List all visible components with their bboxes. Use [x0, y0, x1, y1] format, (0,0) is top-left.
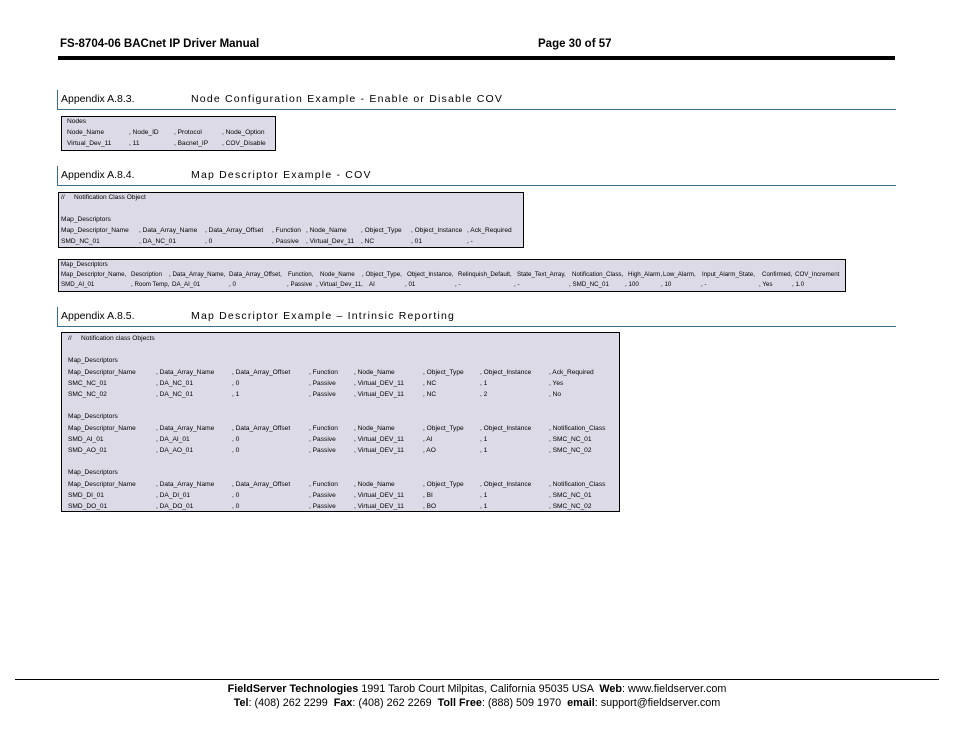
- footer-line-1: FieldServer Technologies 1991 Tarob Court Milpitas, California 95035 USA Web: www.fieldserver.com: [227, 683, 727, 695]
- footer-email-label: email: [567, 697, 595, 709]
- code-header-cell: , Notification_Class: [549, 424, 606, 432]
- code-header-cell: , Ack_Required: [467, 227, 512, 234]
- code-cell: , Virtual_DEV_11: [354, 391, 404, 398]
- code-header-cell: Map_Descriptor_Name: [68, 480, 136, 488]
- code-header-cell: Node_Name: [320, 271, 355, 278]
- section-number: Appendix A.8.3.: [61, 93, 135, 105]
- code-cell: , SMC_NC_01: [549, 491, 592, 499]
- code-cell: , Yes: [549, 379, 564, 387]
- code-cell: , 1: [480, 491, 488, 499]
- code-cell: , No: [549, 391, 562, 398]
- code-header-cell: , Data_Array_Name: [156, 424, 215, 432]
- code-header-cell: , Object_Type: [423, 368, 464, 376]
- code-header-cell: , Protocol: [174, 129, 202, 136]
- code-cell: , 2: [480, 391, 488, 398]
- code-cell: SMD_AO_01: [68, 447, 107, 454]
- code-header-cell: , Node_Name: [354, 424, 395, 432]
- code-cell: , Virtual_DEV_11: [354, 447, 404, 454]
- section-number: Appendix A.8.4.: [61, 169, 135, 181]
- code-header-cell: , Node_Name: [354, 368, 395, 376]
- code-cell: , 0: [232, 435, 240, 443]
- code-cell: SMD_AI_01: [61, 281, 95, 288]
- code-cell: , 1: [480, 503, 488, 510]
- code-header-cell: , Object_Type: [423, 424, 464, 432]
- code-header-cell: , Notification_Class: [549, 480, 606, 488]
- code-header-cell: Function,: [288, 271, 314, 278]
- code-cell: , 1: [480, 379, 488, 387]
- section-number: Appendix A.8.5.: [61, 310, 135, 322]
- code-cell: , Virtual_DEV_11: [354, 503, 404, 510]
- code-cell: , BI: [423, 491, 433, 499]
- code-header-cell: High_Alarm,: [628, 271, 663, 278]
- code-cell: , -: [514, 281, 520, 288]
- code-header-cell: Map_Descriptor_Name: [68, 368, 136, 376]
- code-cell: AI: [369, 281, 375, 288]
- code-cell: , 1: [232, 391, 240, 398]
- header-divider: [58, 56, 895, 60]
- code-header-cell: , Node_Option: [222, 129, 265, 136]
- code-block-title: Map_Descriptors: [61, 216, 111, 223]
- code-cell: , AI: [423, 435, 433, 443]
- footer-email-link[interactable]: support@fieldserver.com: [600, 697, 721, 709]
- code-comment-marker: //: [61, 194, 65, 201]
- code-cell: , SMC_NC_02: [549, 503, 592, 510]
- code-cell: , DA_NC_01: [156, 379, 194, 387]
- code-cell: , 0: [232, 447, 240, 454]
- section-title: Map Descriptor Example - COV: [191, 169, 372, 181]
- code-cell: , 0: [232, 503, 240, 510]
- document-title: FS-8704-06 BACnet IP Driver Manual: [60, 38, 260, 50]
- code-cell: , Virtual_DEV_11: [354, 491, 404, 499]
- code-cell: , 01: [405, 281, 416, 288]
- code-cell: , NC: [361, 238, 375, 245]
- code-header-cell: Map_Descriptor_Name,: [61, 271, 127, 278]
- code-header-cell: COV_Increment: [795, 271, 840, 278]
- code-header-cell: , Data_Array_Offset: [232, 368, 291, 376]
- section-heading-a83: [57, 90, 896, 110]
- code-header-cell: , Object_Type: [361, 227, 402, 234]
- cov-analog-input-code-box: [58, 259, 846, 292]
- code-header-cell: , Data_Array_Name: [139, 227, 198, 234]
- code-header-cell: , Function: [309, 424, 338, 432]
- code-cell: , Passive: [309, 503, 336, 510]
- code-cell: , Virtual_DEV_11: [354, 435, 404, 443]
- code-cell: , 0: [229, 281, 236, 288]
- code-cell: SMD_DO_01: [68, 503, 108, 510]
- code-header-cell: , Function: [272, 227, 301, 234]
- code-cell: , DA_AO_01: [156, 447, 194, 454]
- code-cell: , 100: [625, 281, 639, 288]
- code-header-cell: , Function: [309, 480, 338, 488]
- code-comment-marker: //: [68, 335, 72, 342]
- section-heading-a84: [57, 166, 896, 186]
- code-cell: SMC_NC_01: [68, 379, 107, 387]
- code-cell: Virtual_Dev_11: [67, 140, 112, 147]
- code-header-cell: Map_Descriptor_Name: [61, 227, 129, 234]
- page-number: Page 30 of 57: [538, 38, 612, 50]
- code-block-title: Map_Descriptors: [68, 357, 118, 365]
- code-cell: , DA_AI_01: [156, 435, 190, 443]
- section-title: Node Configuration Example - Enable or Disable COV: [191, 93, 504, 105]
- code-cell: , DA_DO_01: [156, 503, 194, 510]
- code-header-cell: , Ack_Required: [549, 368, 594, 376]
- code-cell: , Yes: [759, 281, 773, 288]
- code-header-cell: Data_Array_Offset,: [229, 271, 282, 278]
- footer-tollfree: (888) 509 1970: [487, 697, 562, 709]
- code-cell: , BO: [423, 503, 437, 510]
- code-block-title: Map_Descriptors: [61, 261, 108, 268]
- page-header: [60, 38, 895, 54]
- code-cell: SMD_NC_01: [61, 238, 100, 245]
- code-cell: , -: [467, 238, 473, 245]
- footer-fax-label: Fax: [333, 697, 353, 709]
- code-header-cell: , Data_Array_Offset: [205, 227, 264, 234]
- code-cell: , Passive: [309, 435, 336, 443]
- footer-web-link[interactable]: www.fieldserver.com: [627, 683, 727, 695]
- code-cell: , COV_Disable: [222, 140, 266, 147]
- code-header-cell: , Object_Instance: [480, 368, 532, 376]
- code-header-cell: , Object_Type: [423, 480, 464, 488]
- footer-address: 1991 Tarob Court Milpitas, California 95035 USA: [361, 683, 594, 695]
- code-comment: Notification Class Object: [74, 194, 146, 201]
- code-header-cell: Notification_Class,: [572, 271, 624, 278]
- code-header-cell: , Node_Name: [354, 480, 395, 488]
- code-cell: , SMC_NC_01: [549, 435, 592, 443]
- code-cell: , 01: [411, 238, 422, 245]
- code-header-cell: , Function: [309, 368, 338, 376]
- code-header-cell: , Data_Array_Offset: [232, 424, 291, 432]
- footer-tel: (408) 262 2299: [254, 697, 328, 709]
- code-cell: , 1: [480, 447, 488, 454]
- code-cell: , Virtual_Dev_11,: [316, 281, 363, 288]
- code-header-cell: Node_Name: [67, 129, 105, 136]
- code-cell: , 0: [232, 379, 240, 387]
- code-cell: , Bacnet_IP: [174, 140, 209, 147]
- code-cell: , 11: [129, 140, 140, 147]
- footer-tollfree-label: Toll Free: [437, 697, 482, 709]
- code-cell: , DA_NC_01: [156, 391, 194, 398]
- code-cell: , DA_DI_01: [156, 491, 191, 499]
- code-cell: , Passive: [309, 447, 336, 454]
- section-title: Map Descriptor Example – Intrinsic Reporting: [191, 310, 456, 322]
- code-header-cell: , Data_Array_Offset: [232, 480, 291, 488]
- code-header-cell: Relinquish_Default,: [458, 271, 512, 278]
- footer-line-2: Tel: (408) 262 2299 Fax: (408) 262 2269 Toll Free: (888) 509 1970 email: support@fieldserver.com: [233, 697, 721, 709]
- footer-divider: [15, 679, 939, 680]
- code-cell: , Virtual_DEV_11: [354, 379, 404, 387]
- code-cell: , 0: [205, 238, 213, 245]
- code-cell: SMC_NC_02: [68, 391, 107, 398]
- code-cell: , -: [455, 281, 461, 288]
- code-cell: , SMD_NC_01: [569, 281, 609, 288]
- code-header-cell: Map_Descriptor_Name: [68, 424, 136, 432]
- code-header-cell: , Data_Array_Name: [156, 368, 215, 376]
- code-block-title: Map_Descriptors: [68, 469, 118, 477]
- footer-fax: (408) 262 2269: [358, 697, 432, 709]
- code-cell: , SMC_NC_02: [549, 447, 592, 454]
- code-cell: SMD_AI_01: [68, 435, 104, 443]
- code-cell: , Passive: [309, 491, 336, 499]
- code-block-title: Nodes: [67, 118, 87, 125]
- node-config-code-box: [61, 116, 276, 151]
- code-header-cell: , Data_Array_Name: [156, 480, 215, 488]
- code-cell: SMD_DI_01: [68, 491, 104, 499]
- code-cell: , Room Temp,: [131, 281, 170, 288]
- code-cell: DA_AI_01: [172, 281, 201, 288]
- intrinsic-reporting-code-box: [61, 332, 620, 512]
- code-cell: , Passive: [272, 238, 299, 245]
- code-block-title: Map_Descriptors: [68, 413, 118, 421]
- code-header-cell: Low_Alarm,: [663, 271, 696, 278]
- section-heading-a85: [57, 307, 896, 327]
- footer-company: FieldServer Technologies: [227, 683, 359, 695]
- code-header-cell: , Object_Type,: [362, 271, 402, 278]
- code-header-cell: , Object_Instance: [411, 227, 463, 234]
- code-header-cell: Description: [131, 271, 162, 278]
- code-header-cell: , Object_Instance: [480, 480, 532, 488]
- code-cell: , DA_NC_01: [139, 238, 177, 245]
- code-cell: , Passive: [309, 391, 336, 398]
- code-cell: , 10: [661, 281, 672, 288]
- code-cell: , NC: [423, 391, 437, 398]
- code-header-cell: , Node_ID: [129, 129, 159, 136]
- code-header-cell: Confirmed,: [762, 271, 793, 278]
- code-cell: , Virtual_Dev_11: [306, 238, 355, 245]
- code-cell: , 0: [232, 491, 240, 499]
- footer-tel-label: Tel: [233, 697, 249, 709]
- code-comment: Notification class Objects: [81, 335, 155, 342]
- code-header-cell: Object_Instance,: [407, 271, 454, 278]
- code-cell: , 1: [480, 435, 488, 443]
- cov-notification-class-code-box: [58, 192, 524, 248]
- code-header-cell: , Object_Instance: [480, 424, 532, 432]
- code-header-cell: State_Text_Array,: [517, 271, 566, 278]
- code-cell: , AO: [423, 447, 436, 454]
- code-header-cell: , Data_Array_Name,: [169, 271, 226, 278]
- code-cell: , Passive: [287, 281, 313, 288]
- code-cell: , 1.0: [792, 281, 805, 288]
- code-cell: , Passive: [309, 379, 336, 387]
- code-header-cell: Input_Alarm_State,: [702, 271, 755, 278]
- code-header-cell: , Node_Name: [306, 227, 347, 234]
- code-cell: , NC: [423, 379, 437, 387]
- code-cell: , -: [701, 281, 707, 288]
- footer-web-label: Web: [599, 683, 622, 695]
